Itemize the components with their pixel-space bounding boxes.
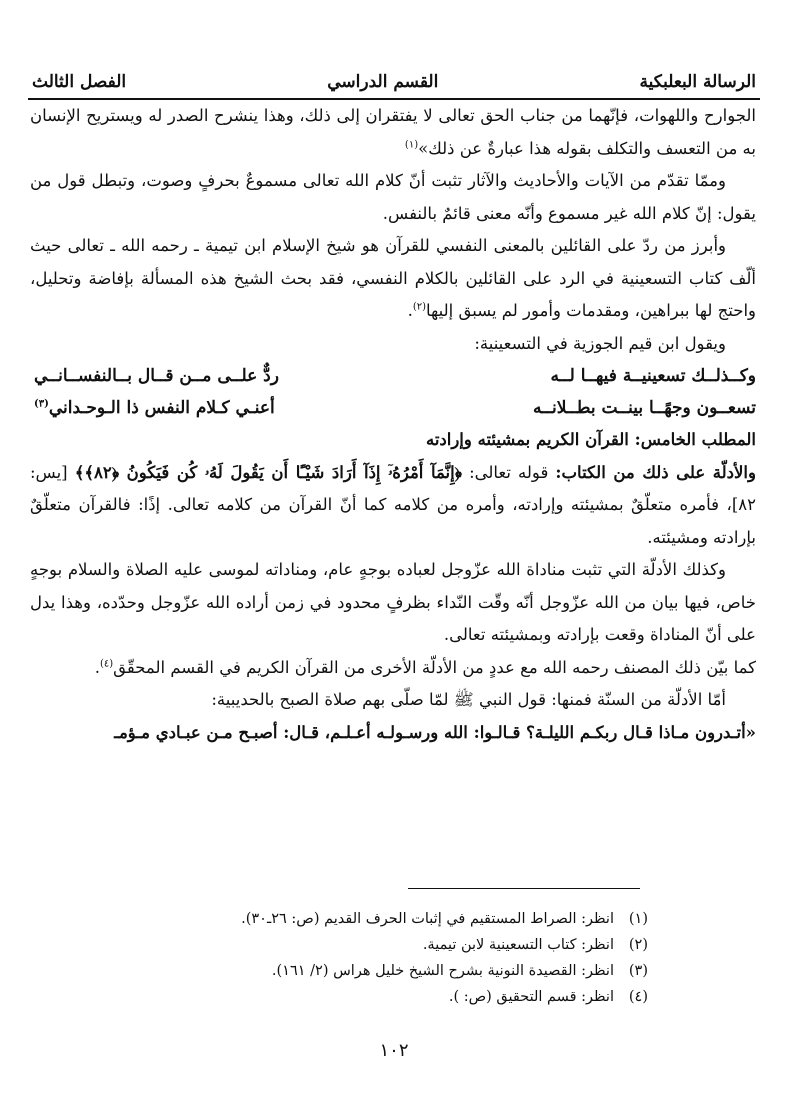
footnote-number: (٢) [628,937,648,953]
poem [30,360,756,424]
footnote-ref-4: (٤) [99,658,114,669]
evidence-lead: والأدلّة على ذلك من الكتاب: [555,462,756,482]
footnote-text: انظر: قسم التحقيق (ص: ). [448,989,614,1005]
paragraph-8: أمّا الأدلّة من السنّة فمنها: قول النبي ﷺ لمّا صلّى بهم صلاة الصبح بالحديبية: [211,690,726,709]
paragraph-2: وممّا تقدّم من الآيات والأحاديث والآثار تثبت أنّ كلام الله تعالى مسموعٌ بحرفٍ وصوت، وتبطل قول من يقول: إنّ كلام الله غير مسموع وأنّه معنى قائمٌ بالنفس. [30,171,756,223]
footnote-ref-3: (٣) [34,398,49,410]
header-book-title: الرسالة البعلبكية [639,72,756,92]
footnote-1 [110,906,648,932]
poem-line-1-second-hemistich: ردٌّ علــى مــن قــال بــالنفســانــي [34,366,279,386]
header-section-title: القسم الدراسي [327,72,439,92]
footnote-divider [408,888,640,889]
footnote-text: انظر: كتاب التسعينية لابن تيمية. [422,937,614,953]
paragraph-5: والأدلّة على ذلك من الكتاب: قوله تعالى: ﴿إِنَّمَآ أَمْرُهُۥٓ إِذَآ أَرَادَ شَيْـًٔا أَن يَقُولَ لَهُۥ كُن فَيَكُونُ ﴿٨٢﴾﴾ [يس: ٨٢]، فأمره متعلّقٌ بمشيئته وإرادته، وأمره من كلامه كما أنّ القرآن من كلامه تعالى. إذًا: فالقرآن متعلّقٌ بإرادته ومشيئته. [30,462,756,547]
paragraph-3: وأبرز من ردّ على القائلين بالمعنى النفسي للقرآن هو شيخ الإسلام ابن تيمية ـ رحمه الله ـ تعالى حيث ألّف كتاب التسعينية في الرد على القائلين بالكلام النفسي، فقد بحث الشيخ هذه المسألة بإفاضة وتحليل، واحتج لها ببراهين، ومقدمات وأمور لم يسبق إليها$^{(٢)}$. [30,236,756,320]
quran-verse: ﴿إِنَّمَآ أَمْرُهُۥٓ إِذَآ أَرَادَ شَيْـًٔا أَن يَقُولَ لَهُۥ كُن فَيَكُونُ ﴿٨٢﴾﴾ [74,462,462,482]
footnote-2 [110,932,648,958]
header-chapter-title: الفصل الثالث [32,72,127,92]
footnote-4 [110,984,648,1010]
section-heading: المطلب الخامس: القرآن الكريم بمشيئته وإرادته [425,430,756,449]
paragraph-7: كما بيّن ذلك المصنف رحمه الله مع عددٍ من الأدلّة الأخرى من القرآن الكريم في القسم المحقّق$^{(٤)}$. [94,657,756,677]
paragraph-4: ويقول ابن قيم الجوزية في التسعينية: [474,333,726,353]
poem-line-2-second-hemistich: أعنـي كـلام النفس ذا الـوحـداني$^{(٣)}$ [34,398,275,418]
footnote-ref-1: (١) [404,139,419,150]
running-header [28,62,760,100]
paragraph-6: وكذلك الأدلّة التي تثبت مناداة الله عزّوجل لعباده بوجهٍ عام، ومناداته لموسى عليه الصلاة والسلام بوجهٍ خاص، فيها بيان من الله عزّوجل أنّه وقّت النّداء بظرفٍ محدود في زمن أراده الله عزّوجل وحدّده، وهذا يدل على أنّ المناداة وقعت بإرادته وبمشيئته تعالى. [30,560,756,644]
footnotes [110,906,648,1010]
footnote-ref-2: (٢) [412,301,427,313]
footnote-number: (٤) [628,989,648,1005]
footnote-text: انظر: الصراط المستقيم في إثبات الحرف القديم (ص: ٢٦ـ٣٠). [241,911,614,927]
footnote-number: (١) [628,911,648,927]
poem-line-2 [30,392,756,424]
main-text [30,100,756,749]
footnote-number: (٣) [628,963,648,979]
poem-line-2-first-hemistich: تسعــون وجهًــا بينــت بطــلانــه [532,398,756,418]
page-number: ١٠٢ [379,1040,409,1061]
hadith-quote: «أتـدرون مـاذا قـال ربكـم الليلـة؟ قـالـوا: الله ورسـولـه أعـلـم، قـال: أصبـح مـن عبـادي مـؤمـ [114,722,756,742]
footnote-text: انظر: القصيدة النونية بشرح الشيخ خليل هراس (٢/ ١٦١). [271,963,614,979]
paragraph-1: الجوارح واللهوات، فإنّهما من جناب الحق تعالى لا يفتقران إلى ذلك، وهذا ينشرح الصدر له ويستريح الإنسان به من التعسف والتكلف بقوله هذا عبارةٌ عن ذلك»$^{(١)}$ [30,106,756,158]
footnote-3 [110,958,648,984]
poem-line-1-first-hemistich: وكــذلــك تسعينيــة فيهــا لــه [550,366,756,386]
poem-line-1 [30,360,756,392]
